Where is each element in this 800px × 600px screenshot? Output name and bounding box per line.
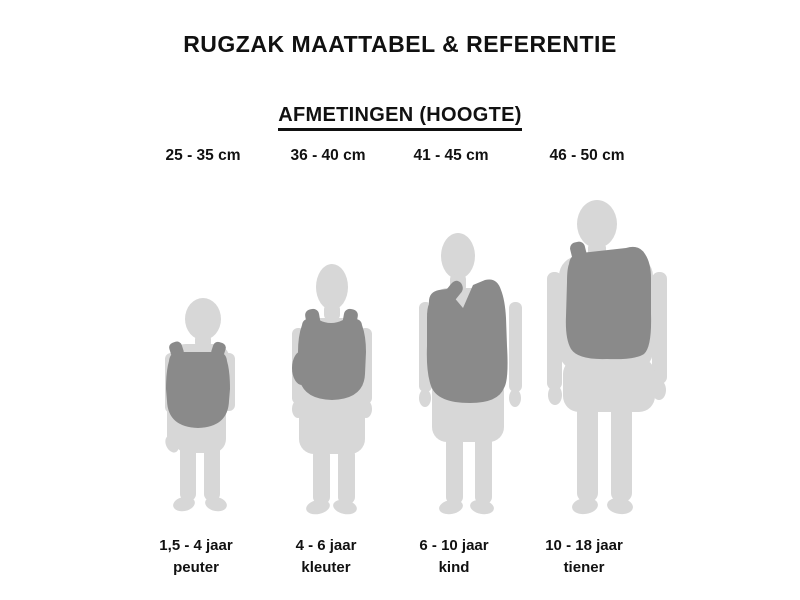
section-heading: AFMETINGEN (HOOGTE) xyxy=(278,104,521,131)
stage-label: peuter xyxy=(173,559,219,576)
figure-peuter xyxy=(155,297,245,514)
figure-tiener xyxy=(540,198,680,520)
figure-kleuter xyxy=(283,262,388,517)
height-range-label: 25 - 35 cm xyxy=(165,147,241,164)
height-range-label: 36 - 40 cm xyxy=(290,147,366,164)
age-range-label xyxy=(545,535,623,579)
age-range: 6 - 10 jaar xyxy=(419,537,489,554)
page-title: RUGZAK MAATTABEL & REFERENTIE xyxy=(183,31,617,57)
figure-kind xyxy=(413,228,528,516)
stage-label: tiener xyxy=(563,559,605,576)
age-range: 10 - 18 jaar xyxy=(545,537,623,554)
preschooler-with-backpack-icon xyxy=(283,262,388,517)
age-range-label xyxy=(296,535,357,579)
stage-label: kind xyxy=(438,559,470,576)
age-range-label xyxy=(159,535,232,579)
age-range-label xyxy=(419,535,488,579)
backpack-silhouette xyxy=(166,340,230,428)
section-heading-row xyxy=(0,104,800,131)
height-range-label: 41 - 45 cm xyxy=(413,147,489,164)
stage-label: kleuter xyxy=(301,559,351,576)
child-with-backpack-icon xyxy=(413,228,528,516)
backpack-silhouette xyxy=(566,240,651,359)
toddler-with-backpack-icon xyxy=(155,297,245,514)
teenager-with-backpack-icon xyxy=(540,198,680,520)
age-range: 1,5 - 4 jaar xyxy=(159,537,233,554)
age-range: 4 - 6 jaar xyxy=(295,537,357,554)
height-range-label: 46 - 50 cm xyxy=(549,147,625,164)
